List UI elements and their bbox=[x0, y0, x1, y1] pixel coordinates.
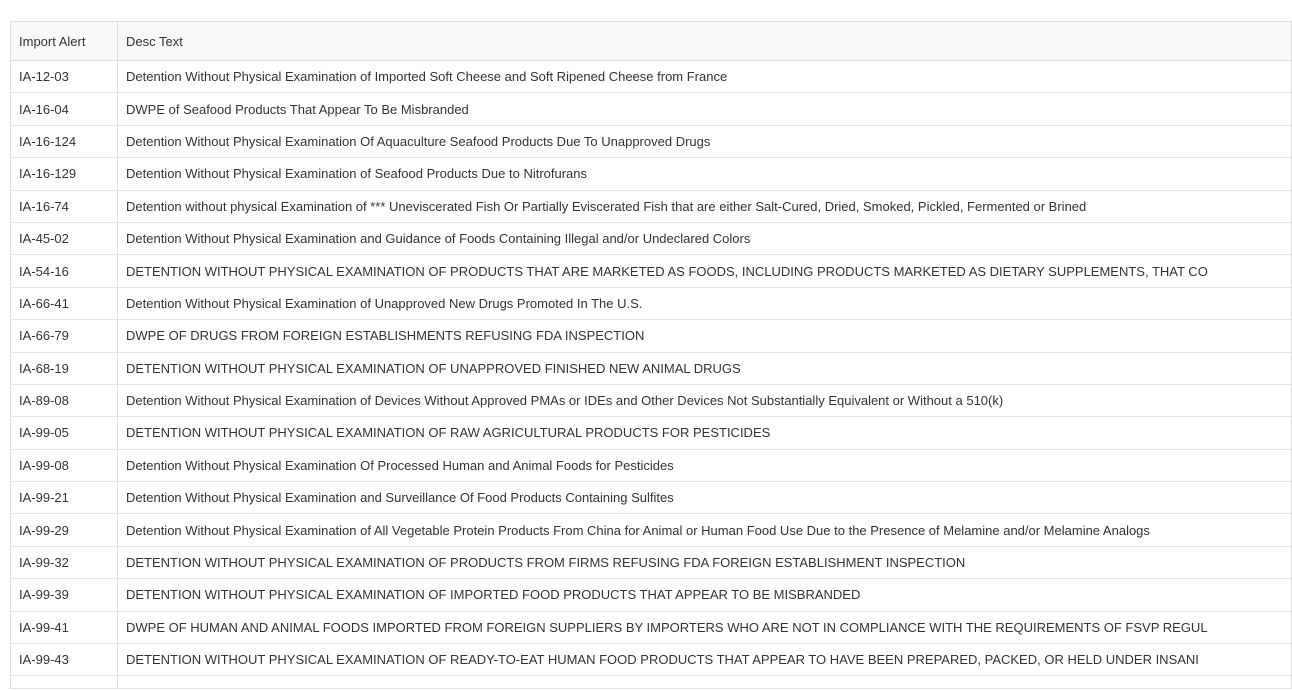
import-alert-cell: IA-66-79 bbox=[11, 320, 118, 352]
desc-text-cell: Detention Without Physical Examination Of Aquaculture Seafood Products Due To Unapproved Drugs bbox=[118, 125, 1292, 157]
import-alert-cell: IA-99-29 bbox=[11, 514, 118, 546]
table-row[interactable] bbox=[11, 255, 1292, 287]
header-row bbox=[11, 22, 1292, 61]
import-alert-cell: IA-99-08 bbox=[11, 449, 118, 481]
desc-text-cell: DETENTION WITHOUT PHYSICAL EXAMINATION OF PRODUCTS THAT ARE MARKETED AS FOODS, INCLUDING PRODUCTS MARKETED AS DIETARY SUPPLEMENTS, THAT CO bbox=[118, 255, 1292, 287]
import-alert-cell: IA-12-03 bbox=[11, 61, 118, 93]
desc-text-cell: Detention Without Physical Examination of Devices Without Approved PMAs or IDEs and Other Devices Not Substantially Equivalent or Without a 510(k) bbox=[118, 384, 1292, 416]
import-alert-cell: IA-99-41 bbox=[11, 611, 118, 643]
desc-text-cell: Detention Without Physical Examination and Surveillance Of Food Products Containing Sulfites bbox=[118, 482, 1292, 514]
import-alert-cell: IA-45-02 bbox=[11, 222, 118, 254]
import-alert-cell: IA-99-39 bbox=[11, 579, 118, 611]
import-alert-cell: IA-99-32 bbox=[11, 546, 118, 578]
table-row[interactable] bbox=[11, 449, 1292, 481]
import-alert-cell: IA-99-05 bbox=[11, 417, 118, 449]
import-alert-cell: IA-16-129 bbox=[11, 158, 118, 190]
import-alert-cell: IA-66-41 bbox=[11, 287, 118, 319]
table-row[interactable] bbox=[11, 579, 1292, 611]
import-alert-cell: IA-16-124 bbox=[11, 125, 118, 157]
desc-text-cell: DWPE of Seafood Products That Appear To Be Misbranded bbox=[118, 93, 1292, 125]
desc-text-cell: Detention without physical Examination of *** Uneviscerated Fish Or Partially Eviscerated Fish that are either Salt-Cured, Dried, Smoked, Pickled, Fermented or Brined bbox=[118, 190, 1292, 222]
table-row-partial bbox=[11, 676, 1292, 689]
import-alert-cell: IA-89-08 bbox=[11, 384, 118, 416]
table-row[interactable] bbox=[11, 514, 1292, 546]
table-row[interactable] bbox=[11, 546, 1292, 578]
table-row[interactable] bbox=[11, 320, 1292, 352]
desc-text-cell: Detention Without Physical Examination of Seafood Products Due to Nitrofurans bbox=[118, 158, 1292, 190]
import-alert-cell: IA-68-19 bbox=[11, 352, 118, 384]
table-row[interactable] bbox=[11, 287, 1292, 319]
desc-text-cell: Detention Without Physical Examination of Unapproved New Drugs Promoted In The U.S. bbox=[118, 287, 1292, 319]
table-row[interactable] bbox=[11, 222, 1292, 254]
import-alert-cell: IA-99-21 bbox=[11, 482, 118, 514]
import-alert-cell: IA-16-74 bbox=[11, 190, 118, 222]
column-header-desc-text[interactable]: Desc Text bbox=[118, 22, 1292, 61]
table-row[interactable] bbox=[11, 158, 1292, 190]
desc-text-cell: DETENTION WITHOUT PHYSICAL EXAMINATION OF READY-TO-EAT HUMAN FOOD PRODUCTS THAT APPEAR TO HAVE BEEN PREPARED, PACKED, OR HELD UNDER INSANI bbox=[118, 644, 1292, 676]
desc-text-cell: DETENTION WITHOUT PHYSICAL EXAMINATION OF PRODUCTS FROM FIRMS REFUSING FDA FOREIGN ESTABLISHMENT INSPECTION bbox=[118, 546, 1292, 578]
desc-text-cell: DETENTION WITHOUT PHYSICAL EXAMINATION OF RAW AGRICULTURAL PRODUCTS FOR PESTICIDES bbox=[118, 417, 1292, 449]
desc-text-cell: Detention Without Physical Examination and Guidance of Foods Containing Illegal and/or Undeclared Colors bbox=[118, 222, 1292, 254]
table-row[interactable] bbox=[11, 125, 1292, 157]
table-header bbox=[11, 22, 1292, 61]
import-alerts-table bbox=[10, 21, 1292, 689]
desc-text-cell: DETENTION WITHOUT PHYSICAL EXAMINATION OF UNAPPROVED FINISHED NEW ANIMAL DRUGS bbox=[118, 352, 1292, 384]
table-row[interactable] bbox=[11, 644, 1292, 676]
table-row[interactable] bbox=[11, 352, 1292, 384]
table-row[interactable] bbox=[11, 482, 1292, 514]
table-row[interactable] bbox=[11, 61, 1292, 93]
desc-text-cell: DWPE OF DRUGS FROM FOREIGN ESTABLISHMENTS REFUSING FDA INSPECTION bbox=[118, 320, 1292, 352]
desc-text-cell: Detention Without Physical Examination of All Vegetable Protein Products From China for Animal or Human Food Use Due to the Presence of Melamine and/or Melamine Analogs bbox=[118, 514, 1292, 546]
desc-text-cell bbox=[118, 676, 1292, 689]
desc-text-cell: Detention Without Physical Examination Of Processed Human and Animal Foods for Pesticides bbox=[118, 449, 1292, 481]
table-body bbox=[11, 61, 1292, 689]
desc-text-cell: DWPE OF HUMAN AND ANIMAL FOODS IMPORTED FROM FOREIGN SUPPLIERS BY IMPORTERS WHO ARE NOT IN COMPLIANCE WITH THE REQUIREMENTS OF FSVP REGUL bbox=[118, 611, 1292, 643]
desc-text-cell: Detention Without Physical Examination of Imported Soft Cheese and Soft Ripened Cheese from France bbox=[118, 61, 1292, 93]
table-row[interactable] bbox=[11, 611, 1292, 643]
import-alert-cell bbox=[11, 676, 118, 689]
import-alert-cell: IA-16-04 bbox=[11, 93, 118, 125]
column-header-import-alert[interactable]: Import Alert bbox=[11, 22, 118, 61]
import-alert-cell: IA-54-16 bbox=[11, 255, 118, 287]
table-row[interactable] bbox=[11, 417, 1292, 449]
table-row[interactable] bbox=[11, 190, 1292, 222]
table-row[interactable] bbox=[11, 93, 1292, 125]
import-alert-cell: IA-99-43 bbox=[11, 644, 118, 676]
table-row[interactable] bbox=[11, 384, 1292, 416]
desc-text-cell: DETENTION WITHOUT PHYSICAL EXAMINATION OF IMPORTED FOOD PRODUCTS THAT APPEAR TO BE MISBRANDED bbox=[118, 579, 1292, 611]
